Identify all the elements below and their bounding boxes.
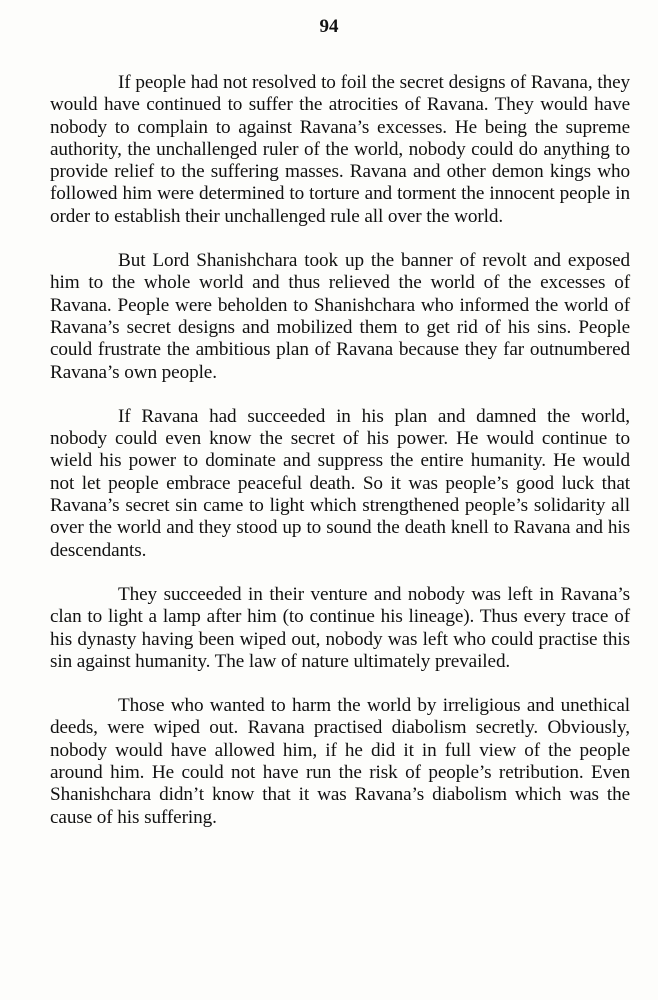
page-number: 94 <box>319 16 339 37</box>
paragraph-2: But Lord Shanishchara took up the banner of revolt and exposed him to the whole world and thus relieved the world of the excesses of Ravana. People were beholden to Shanishchara who informed the world of Ravana’s secret designs and mobilized them to get rid of his sins. People could frustrate the ambitious plan of Ravana because they far outnumbered Ravana’s own people. <box>50 250 630 383</box>
paragraph-4: They succeeded in their venture and nobody was left in Ravana’s clan to light a lamp after him (to continue his lineage). Thus every trace of his dynasty having been wiped out, nobody was left who could practise this sin against humanity. The law of nature ultimately prevailed. <box>50 583 630 672</box>
page-body <box>50 72 630 829</box>
paragraph-1: If people had not resolved to foil the secret designs of Ravana, they would have continued to suffer the atrocities of Ravana. They would have nobody to complain to against Ravana’s excesses. He being the supreme authority, the unchallenged ruler of the world, nobody could do anything to provide relief to the suffering masses. Ravana and other demon kings who followed him were determined to torture and torment the innocent people in order to establish their unchallenged rule all over the world. <box>50 72 630 227</box>
paragraph-3: If Ravana had succeeded in his plan and damned the world, nobody could even know the secret of his power. He would continue to wield his power to dominate and suppress the entire humanity. He would not let people embrace peaceful death. So it was people’s good luck that Ravana’s secret sin came to light which strengthened people’s solidarity all over the world and they stood up to sound the death knell to Ravana and his descendants. <box>50 405 630 561</box>
paragraph-5: Those who wanted to harm the world by irreligious and unethical deeds, were wiped out. Ravana practised diabolism secretly. Obviously, nobody would have allowed him, if he did it in full view of the people around him. He could not have run the risk of people’s retribution. Even Shanishchara didn’t know that it was Ravana’s diabolism which was the cause of his suffering. <box>50 695 630 828</box>
